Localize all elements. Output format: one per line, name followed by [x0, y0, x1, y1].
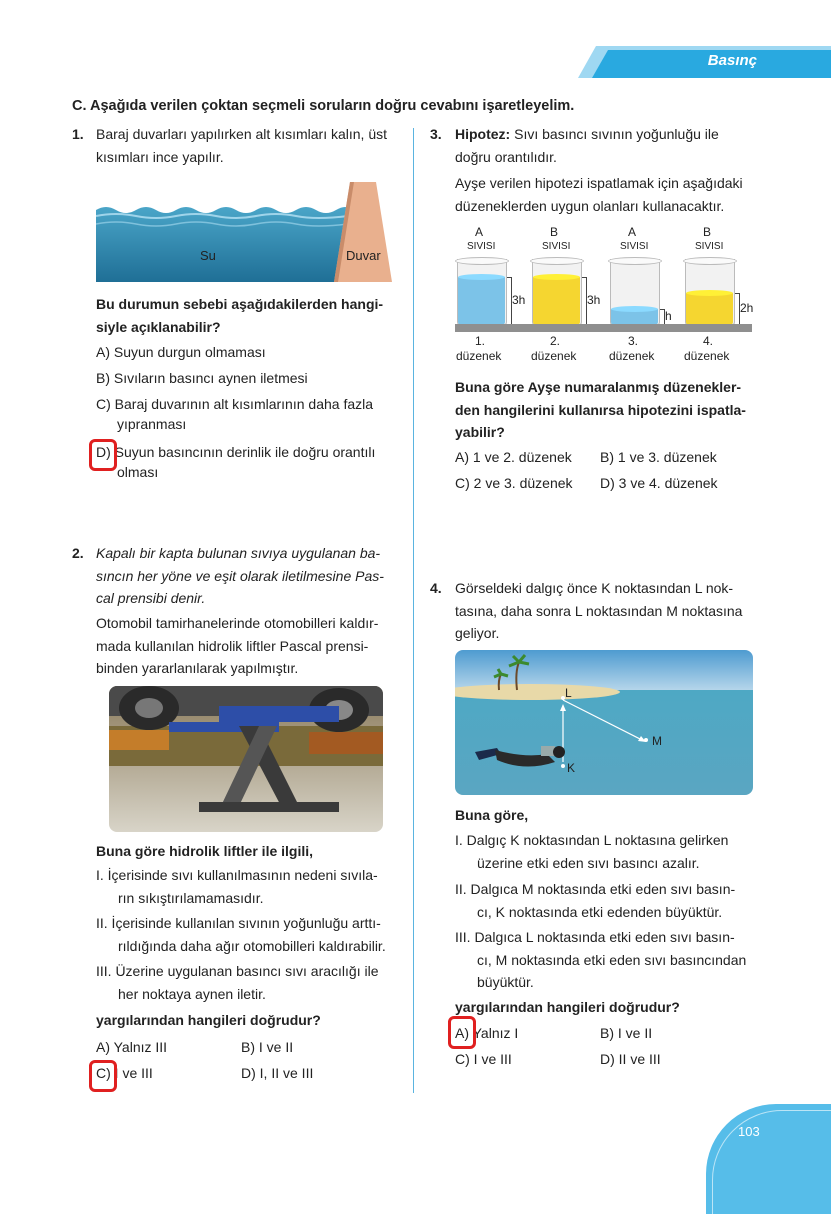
section-title: C. Aşağıda verilen çoktan seçmeli soruların doğru cevabını işaretleyelim.: [72, 98, 575, 114]
point-m-label: M: [652, 734, 662, 748]
liquid-surface: [458, 274, 505, 280]
q4-option-c[interactable]: C) I ve III: [455, 1051, 512, 1067]
diver-figure: [455, 650, 753, 795]
q3-option-c[interactable]: C) 2 ve 3. düzenek: [455, 475, 573, 491]
q2-statement-3: III. Üzerine uygulanan basıncı sıvı aracılığı ile her noktaya aynen iletir.: [96, 963, 379, 1002]
q4-option-a[interactable]: A) Yalnız I: [455, 1025, 519, 1041]
height-label: h: [665, 309, 672, 323]
liquid-word: SIVISI: [695, 241, 724, 252]
q3-prompt: Buna göre Ayşe numaralanmış düzenekler- den hangilerini kullanırsa hipotezini ispatla- yabilir?: [455, 379, 746, 440]
setup-name: düzenek: [609, 349, 655, 363]
q1-option-d[interactable]: D) Suyun basıncının derinlik ile doğru orantılı olması: [96, 444, 376, 480]
hydraulic-lift-photo: [109, 686, 383, 832]
liquid-surface: [611, 306, 658, 312]
setup-name: düzenek: [456, 349, 502, 363]
height-label: 3h: [587, 293, 601, 307]
liquid-fill: [458, 277, 505, 325]
q1-option-b[interactable]: B) Sıvıların basıncı aynen iletmesi: [96, 370, 308, 386]
q1-option-a[interactable]: A) Suyun durgun olmaması: [96, 344, 266, 360]
q1-answer-mark: [89, 439, 117, 471]
liquid-letter: B: [703, 225, 712, 239]
table-base: [455, 324, 752, 332]
q2-option-c[interactable]: C) I ve III: [96, 1065, 153, 1081]
q2-statement-1: I. İçerisinde sıvı kullanılmasının nedeni sıvıla- rın sıkıştırılamamasıdır.: [96, 867, 378, 906]
beaker-rim: [455, 257, 509, 265]
unit-title: Basınç: [707, 52, 757, 69]
q2-ask: yargılarından hangileri doğrudur?: [96, 1012, 321, 1028]
q4-ask: yargılarından hangileri doğrudur?: [455, 999, 680, 1015]
header-band: [578, 46, 831, 78]
q4-statement-2: II. Dalgıca M noktasında etki eden sıvı basın- cı, K noktasında etki edenden büyüktür.: [455, 881, 736, 920]
q2-number: 2.: [72, 545, 84, 561]
q4-statement-1: I. Dalgıç K noktasından L noktasına gelirken üzerine etki eden sıvı basıncı azalır.: [455, 832, 729, 871]
point-k-label: K: [567, 761, 576, 775]
setup-number: 2.: [550, 334, 561, 348]
dam-figure: [96, 180, 396, 284]
q4-prompt: Buna göre,: [455, 807, 529, 823]
q4-option-b[interactable]: B) I ve II: [600, 1025, 653, 1041]
liquid-surface: [686, 290, 733, 296]
q1-prompt: Bu durumun sebebi aşağıdakilerden hangi- siyle açıklanabilir?: [96, 296, 384, 335]
beaker-rim: [530, 257, 584, 265]
q4-statement-3: III. Dalgıca L noktasında etki eden sıvı basın- cı, M noktasında etki eden sıvı basıncından büyüktür.: [455, 929, 747, 990]
q4-stem: Görseldeki dalgıç önce K noktasından L nok- tasına, daha sonra L noktasından M noktasına geliyor.: [455, 580, 743, 641]
q2-statement-2: II. İçerisinde kullanılan sıvının yoğunluğu arttı- rıldığında daha ağır otomobilleri kaldırabilir.: [96, 915, 386, 954]
setup-number: 3.: [628, 334, 639, 348]
liquid-letter: B: [550, 225, 559, 239]
setup-number: 4.: [703, 334, 714, 348]
setup-number: 1.: [475, 334, 486, 348]
q1-number: 1.: [72, 126, 84, 142]
wall-label: Duvar: [346, 248, 381, 263]
liquid-fill: [533, 277, 580, 325]
liquid-letter: A: [475, 225, 484, 239]
q2-stem: Otomobil tamirhanelerinde otomobilleri kaldır- mada kullanılan hidrolik liftler Pascal prensi- binden yararlanılarak yapılmıştır.: [96, 615, 379, 676]
height-label: 3h: [512, 293, 526, 307]
q3-option-b[interactable]: B) 1 ve 3. düzenek: [600, 449, 717, 465]
liquid-surface: [533, 274, 580, 280]
point-l-label: L: [565, 686, 572, 700]
q2-option-a[interactable]: A) Yalnız III: [96, 1039, 168, 1055]
beaker-rim: [608, 257, 662, 265]
liquid-word: SIVISI: [620, 241, 649, 252]
setup-name: düzenek: [684, 349, 730, 363]
q3-setups-figure: [455, 225, 755, 365]
q2-answer-mark: [89, 1060, 117, 1092]
liquid-fill: [686, 293, 733, 325]
beaker-rim: [683, 257, 737, 265]
q4-number: 4.: [430, 580, 442, 596]
q2-definition: Kapalı bir kapta bulunan sıvıya uygulanan ba- sıncın her yöne ve eşit olarak iletilmesine Pas- cal prensibi denir.: [96, 545, 384, 606]
q3-option-a[interactable]: A) 1 ve 2. düzenek: [455, 449, 572, 465]
setup-name: düzenek: [531, 349, 577, 363]
page-number: 103: [738, 1124, 760, 1139]
q3-option-d[interactable]: D) 3 ve 4. düzenek: [600, 475, 718, 491]
height-label: 2h: [740, 301, 754, 315]
liquid-word: SIVISI: [542, 241, 571, 252]
q2-option-d[interactable]: D) I, II ve III: [241, 1065, 314, 1081]
q4-answer-mark: [448, 1016, 476, 1049]
water-label: Su: [200, 248, 216, 263]
q2-prompt: Buna göre hidrolik liftler ile ilgili,: [96, 843, 314, 859]
q4-option-d[interactable]: D) II ve III: [600, 1051, 661, 1067]
liquid-word: SIVISI: [467, 241, 496, 252]
column-divider: [413, 128, 414, 1093]
q3-number: 3.: [430, 126, 442, 142]
q1-stem: Baraj duvarları yapılırken alt kısımları kalın, üst kısımları ince yapılır.: [96, 126, 387, 165]
q3-hypothesis: Hipotez: Sıvı basıncı sıvının yoğunluğu ile doğru orantılıdır.: [455, 126, 719, 165]
q3-stem: Ayşe verilen hipotezi ispatlamak için aşağıdaki düzeneklerden uygun olanları kullanacaktır.: [455, 175, 743, 214]
q1-option-c[interactable]: C) Baraj duvarının alt kısımlarının daha fazla yıpranması: [96, 396, 374, 432]
liquid-letter: A: [628, 225, 637, 239]
q2-option-b[interactable]: B) I ve II: [241, 1039, 294, 1055]
